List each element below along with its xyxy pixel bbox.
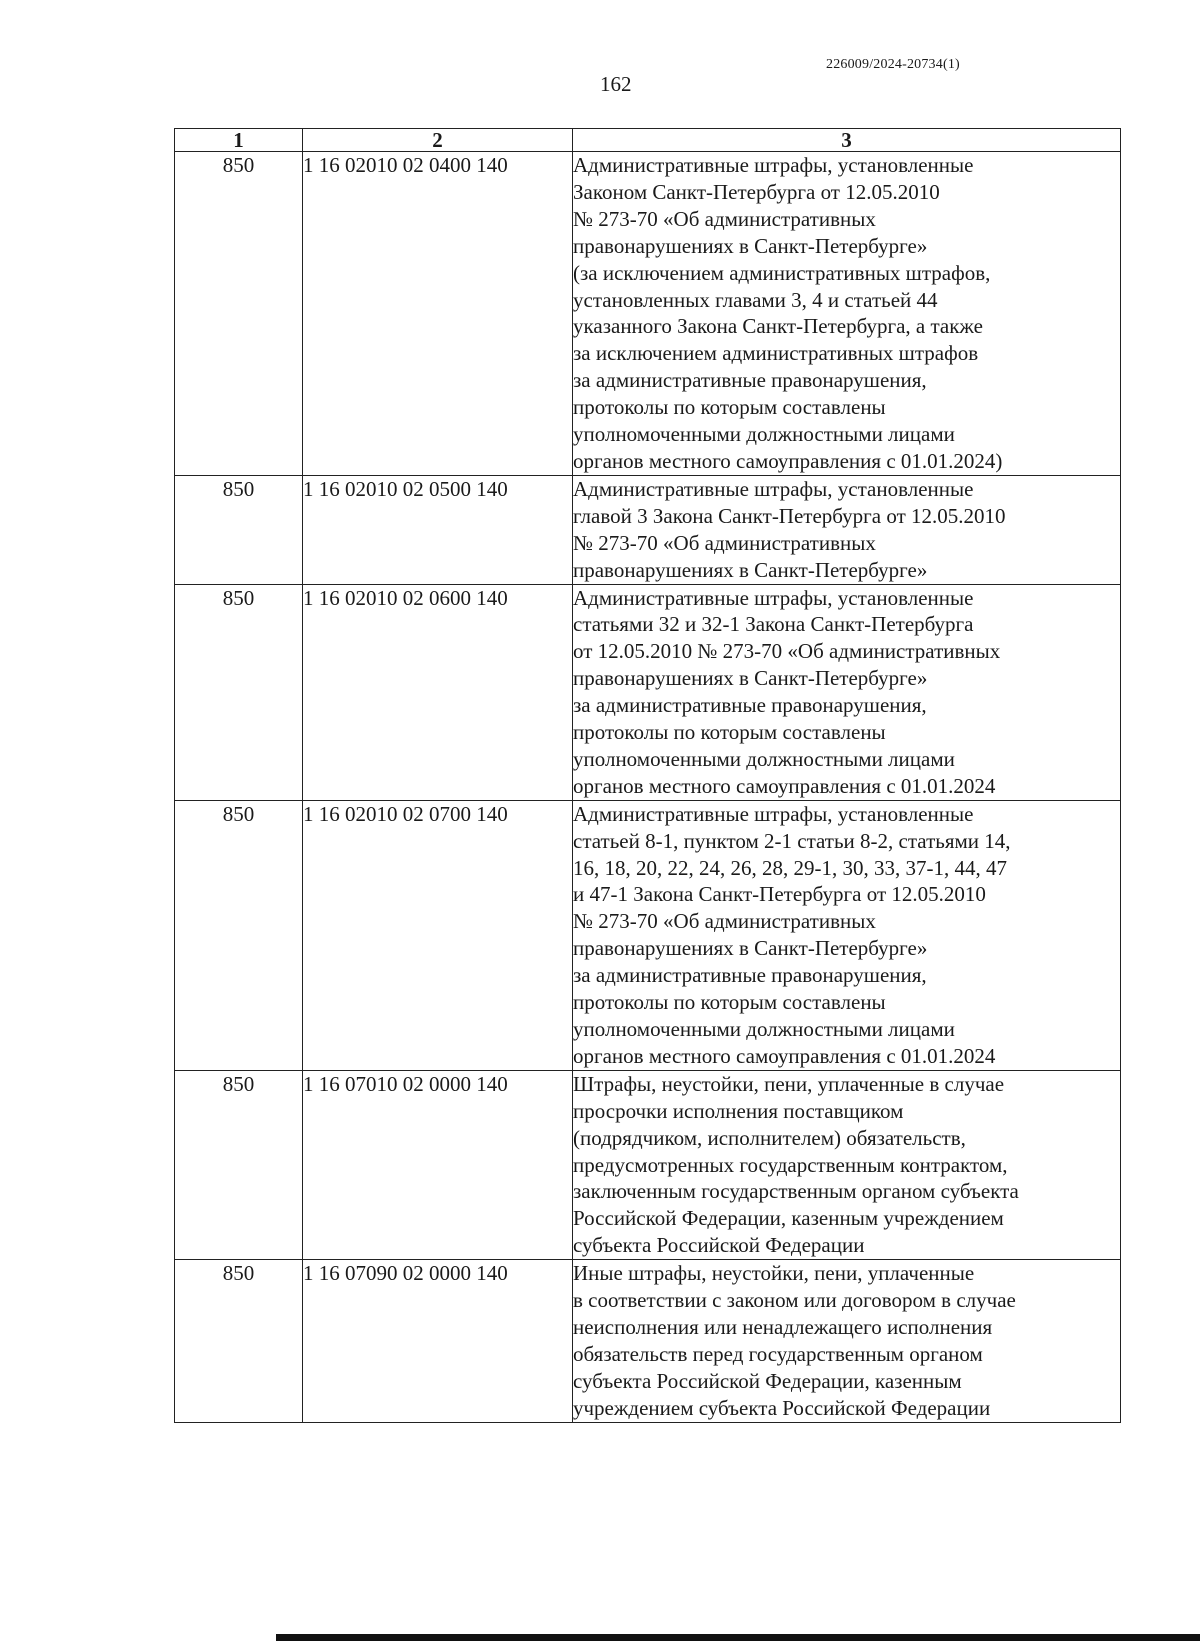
description-line: уполномоченными должностными лицами — [573, 422, 955, 447]
column-header: 2 — [303, 129, 573, 152]
description-cell — [573, 475, 1121, 584]
budget-classification-code-cell: 1 16 07090 02 0000 140 — [303, 1260, 573, 1422]
description-line: за административные правонарушения, — [573, 963, 927, 988]
description-line: уполномоченными должностными лицами — [573, 1017, 955, 1041]
description-cell — [573, 1070, 1121, 1259]
column-header: 3 — [573, 129, 1121, 152]
description-line: протоколы по которым составлены — [573, 395, 886, 420]
budget-classification-code-cell: 1 16 02010 02 0400 140 — [303, 152, 573, 476]
revenue-codes-table — [174, 128, 1121, 1423]
description-line: статьями 32 и 32-1 Закона Санкт-Петербурга — [573, 612, 974, 637]
description-cell — [573, 1260, 1121, 1422]
description-line: за административные правонарушения, — [573, 693, 927, 718]
description-line: протоколы по которым составлены — [573, 720, 886, 745]
description-line: предусмотренных государственным контрактом, — [573, 1152, 1008, 1177]
description-line: Административные штрафы, установленные — [573, 585, 974, 610]
table-header-row — [175, 129, 1121, 152]
table-row — [175, 1260, 1121, 1422]
description-line: учреждением субъекта Российской Федерации — [573, 1395, 991, 1420]
column-header: 1 — [175, 129, 303, 152]
description-line: Российской Федерации, казенным учреждением — [573, 1206, 1004, 1231]
description-line: статьей 8-1, пунктом 2-1 статьи 8-2, статьями 14, — [573, 828, 1011, 853]
description-line: главой 3 Закона Санкт-Петербурга от 12.05.2010 — [573, 503, 1006, 528]
description-line: установленных главами 3, 4 и статьей 44 — [573, 287, 938, 312]
admin-code-cell: 850 — [175, 800, 303, 1070]
description-line: от 12.05.2010 № 273-70 «Об административных — [573, 639, 1001, 664]
description-line: Законом Санкт-Петербурга от 12.05.2010 — [573, 179, 940, 204]
description-line: за исключением административных штрафов — [573, 341, 979, 366]
description-line: уполномоченными должностными лицами — [573, 746, 955, 771]
description-line: обязательств перед государственным органом — [573, 1341, 983, 1366]
description-line: заключенным государственным органом субъекта — [573, 1179, 1019, 1204]
description-line: протоколы по которым составлены — [573, 990, 886, 1015]
description-line: и 47-1 Закона Санкт-Петербурга от 12.05.2010 — [573, 882, 986, 907]
description-line: субъекта Российской Федерации, казенным — [573, 1368, 962, 1393]
table-row — [175, 584, 1121, 800]
page-number: 162 — [600, 72, 632, 96]
description-line: указанного Закона Санкт-Петербурга, а также — [573, 314, 983, 339]
description-line: (подрядчиком, исполнителем) обязательств, — [573, 1125, 966, 1150]
description-line: 16, 18, 20, 22, 24, 26, 28, 29-1, 30, 33, 37-1, 44, 47 — [573, 855, 1007, 880]
admin-code-cell: 850 — [175, 152, 303, 476]
table-row — [175, 1070, 1121, 1259]
description-line: органов местного самоуправления с 01.01.2024 — [573, 773, 996, 798]
budget-classification-code-cell: 1 16 02010 02 0500 140 — [303, 475, 573, 584]
description-line: в соответствии с законом или договором в случае — [573, 1288, 1016, 1313]
description-line: просрочки исполнения поставщиком — [573, 1098, 904, 1123]
description-line: органов местного самоуправления с 01.01.2024) — [573, 448, 1003, 473]
admin-code-cell: 850 — [175, 1260, 303, 1422]
table-row — [175, 475, 1121, 584]
description-cell — [573, 152, 1121, 476]
description-line: Иные штрафы, неустойки, пени, уплаченные — [573, 1261, 975, 1286]
description-line: Административные штрафы, установленные — [573, 153, 974, 177]
budget-classification-code-cell: 1 16 02010 02 0600 140 — [303, 584, 573, 800]
table-row — [175, 800, 1121, 1070]
budget-classification-code-cell: 1 16 02010 02 0700 140 — [303, 800, 573, 1070]
admin-code-cell: 850 — [175, 1070, 303, 1259]
table-body — [175, 152, 1121, 1423]
description-line: правонарушениях в Санкт-Петербурге» — [573, 666, 928, 691]
document-id: 226009/2024-20734(1) — [826, 57, 960, 72]
description-line: Штрафы, неустойки, пени, уплаченные в случае — [573, 1071, 1005, 1096]
description-line: № 273-70 «Об административных — [573, 909, 876, 934]
description-line: органов местного самоуправления с 01.01.2024 — [573, 1043, 996, 1068]
description-line: неисполнения или ненадлежащего исполнения — [573, 1314, 993, 1339]
table-row — [175, 152, 1121, 476]
description-line: Административные штрафы, установленные — [573, 476, 974, 501]
admin-code-cell: 850 — [175, 584, 303, 800]
budget-classification-code-cell: 1 16 07010 02 0000 140 — [303, 1070, 573, 1259]
description-line: правонарушениях в Санкт-Петербурге» — [573, 233, 928, 258]
description-cell — [573, 584, 1121, 800]
description-cell — [573, 800, 1121, 1070]
description-line: Административные штрафы, установленные — [573, 801, 974, 826]
description-line: (за исключением административных штрафов, — [573, 260, 991, 285]
scan-edge-bar — [276, 1634, 1200, 1641]
description-line: субъекта Российской Федерации — [573, 1233, 865, 1258]
description-line: правонарушениях в Санкт-Петербурге» — [573, 557, 928, 582]
description-line: правонарушениях в Санкт-Петербурге» — [573, 936, 928, 961]
description-line: № 273-70 «Об административных — [573, 206, 876, 231]
admin-code-cell: 850 — [175, 475, 303, 584]
description-line: за административные правонарушения, — [573, 368, 927, 393]
description-line: № 273-70 «Об административных — [573, 530, 876, 555]
